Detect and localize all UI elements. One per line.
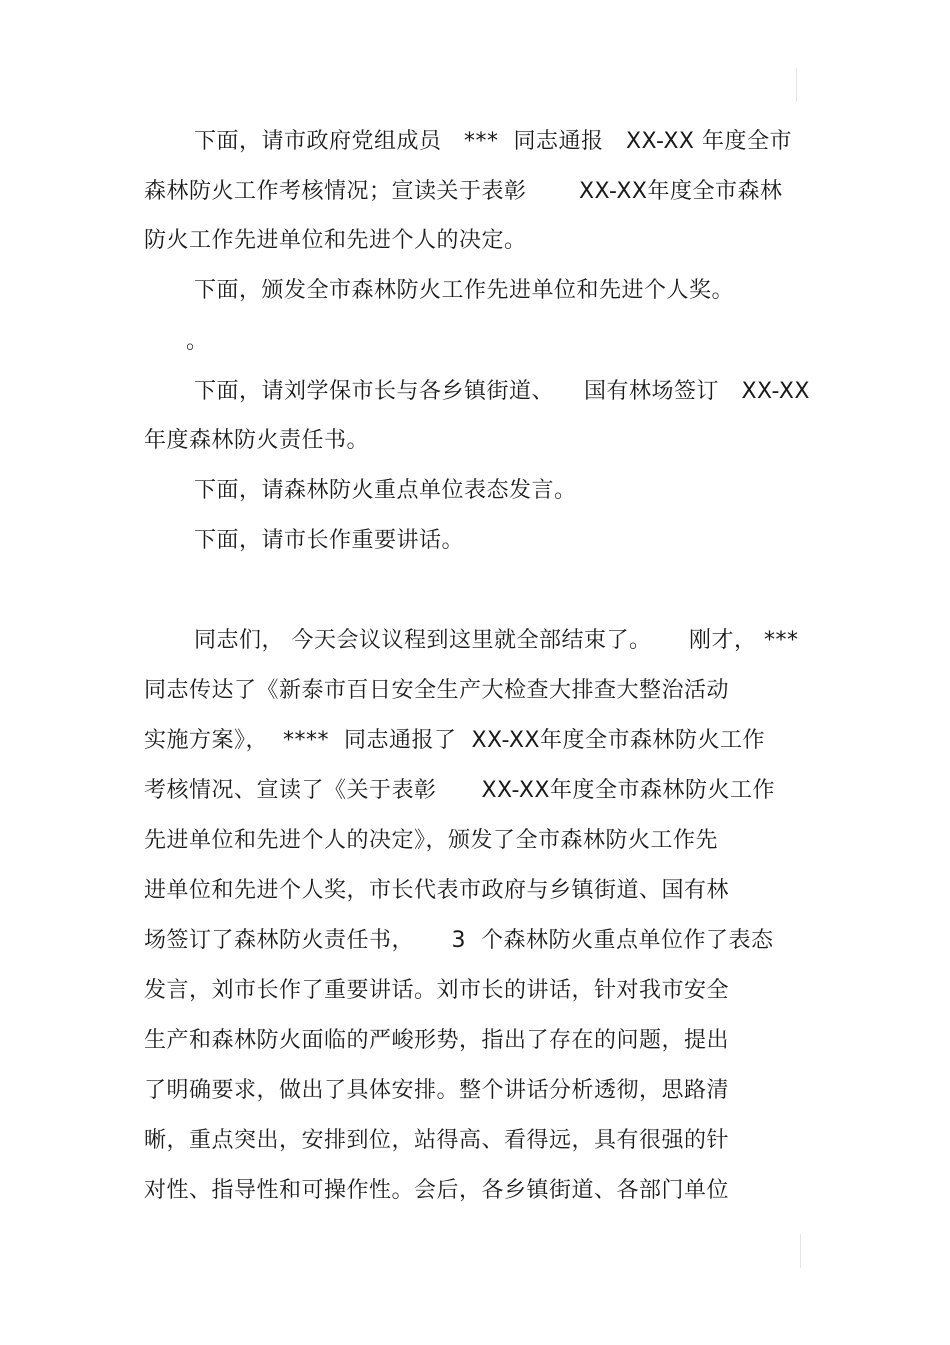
text-line: 森林防火工作考核情况；宣读关于表彰 XX-XX年度全市森林 [144,179,783,204]
text-line: 先进单位和先进个人的决定》，颁发了全市森林防火工作先 [144,828,719,853]
text-line: 。 [186,329,209,354]
text-line: 年度森林防火责任书。 [144,428,370,453]
text-line: 考核情况、宣读了《关于表彰 XX-XX年度全市森林防火工作 [144,778,775,803]
text-line: 下面，请市政府党组成员 *** 同志通报 XX-XX 年度全市 [194,129,792,154]
text-line: 生产和森林防火面临的严峻形势，指出了存在的问题，提出 [144,1028,730,1053]
text-line: 场签订了森林防火责任书， 3 个森林防火重点单位作了表态 [144,928,774,953]
text-line: 下面，请刘学保市长与各乡镇街道、 国有林场签订 XX-XX [194,379,810,404]
text-line: 实施方案》， **** 同志通报了 XX-XX年度全市森林防火工作 [144,728,765,753]
page-margin-mark-bottom [800,1234,801,1268]
text-line: 发言，刘市长作了重要讲话。刘市长的讲话，针对我市安全 [144,978,730,1003]
text-line: 同志传达了《新泰市百日安全生产大检查大排查大整治活动 [144,678,730,703]
text-line: 下面，请森林防火重点单位表态发言。 [194,478,577,503]
text-line: 晰，重点突出，安排到位，站得高、看得远，具有很强的针 [144,1128,730,1153]
page-margin-mark-top [796,68,797,102]
text-line: 下面，颁发全市森林防火工作先进单位和先进个人奖。 [194,278,735,303]
text-line: 对性、指导性和可操作性。会后，各乡镇街道、各部门单位 [144,1178,730,1203]
text-line: 了明确要求，做出了具体安排。整个讲话分析透彻，思路清 [144,1078,730,1103]
text-line: 防火工作先进单位和先进个人的决定。 [144,228,527,253]
text-line: 同志们， 今天会议议程到这里就全部结束了。 刚才， *** [194,628,799,653]
text-line: 下面，请市长作重要讲话。 [194,528,465,553]
text-line: 进单位和先进个人奖，市长代表市政府与乡镇街道、国有林 [144,878,730,903]
